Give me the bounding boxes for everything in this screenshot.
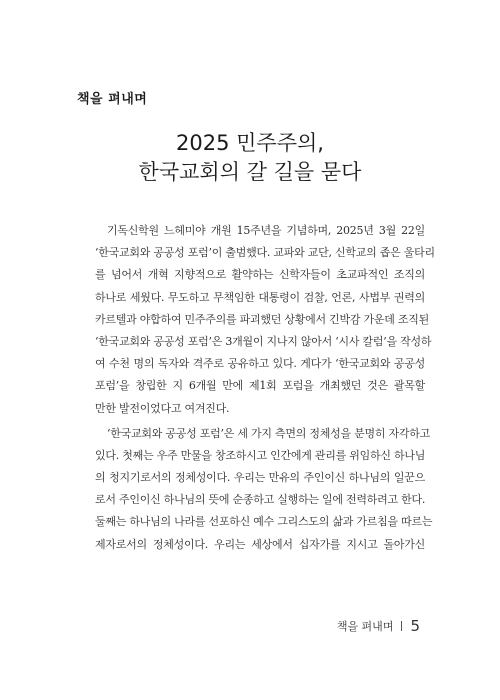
text-line: 카르텔과 야합하여 민주주의를 파괴했던 상황에서 긴박감 가운데 조직된 [95, 312, 430, 326]
text-line: 로서 주인이신 하나님의 뜻에 순종하고 실행하는 일에 전력하려고 한다. [95, 493, 426, 507]
section-label: 책을 펴내며 [77, 92, 148, 107]
text-line: ‘한국교회와 공공성 포럼’은 세 가지 측면의 정체성을 분명히 자각하고 [107, 426, 430, 440]
text-line: 하나로 세웠다. 무도하고 무책임한 대통령이 검찰, 언론, 사법부 권력의 [95, 290, 425, 304]
footer-divider [401, 621, 402, 631]
page-number: 5 [410, 617, 420, 635]
text-line: 포럼’을 창립한 지 6개월 만에 제1회 포럼을 개최했던 것은 괄목할 [95, 379, 425, 393]
running-footer-title: 책을 펴내며 [336, 620, 394, 633]
text-line: 제자로서의 정체성이다. 우리는 세상에서 십자가를 지시고 돌아가신 [95, 537, 425, 551]
text-line: ‘한국교회와 공공성 포럼’은 3개월이 지나지 않아서 ‘시사 칼럼’을 작성하 [95, 334, 432, 348]
text-line: 둘째는 하나님의 나라를 선포하신 예수 그리스도의 삶과 가르침을 따르는 [95, 515, 433, 529]
page-title [0, 129, 500, 187]
text-line: 있다. 첫째는 우주 만물을 창조하시고 인간에게 관리를 위임하신 하나님 [95, 448, 426, 462]
title-line-1: 2025 민주주의, [176, 131, 324, 155]
page-footer [337, 617, 420, 635]
paragraph-1 [95, 220, 435, 420]
text-line: 를 넘어서 개혁 지향적으로 활약하는 신학자들이 초교파적인 조직의 [95, 268, 425, 282]
title-line-2: 한국교회의 갈 길을 묻다 [138, 160, 362, 184]
text-line: 기독신학원 느헤미야 개원 15주년을 기념하며, 2025년 3월 22일 [107, 224, 425, 237]
paragraph-2 [95, 423, 433, 556]
body-text [95, 220, 435, 556]
text-line: 만한 발전이었다고 여겨진다. [95, 401, 230, 415]
text-line: 의 청지기로서의 정체성이다. 우리는 만유의 주인이신 하나님의 일꾼으 [95, 471, 425, 485]
text-line: ‘한국교회와 공공성 포럼’이 출범했다. 교파와 교단, 신학교의 좁은 울타리 [95, 246, 435, 260]
text-line: 여 수천 명의 독자와 격주로 공유하고 있다. 게다가 ‘한국교회와 공공성 [95, 357, 425, 371]
